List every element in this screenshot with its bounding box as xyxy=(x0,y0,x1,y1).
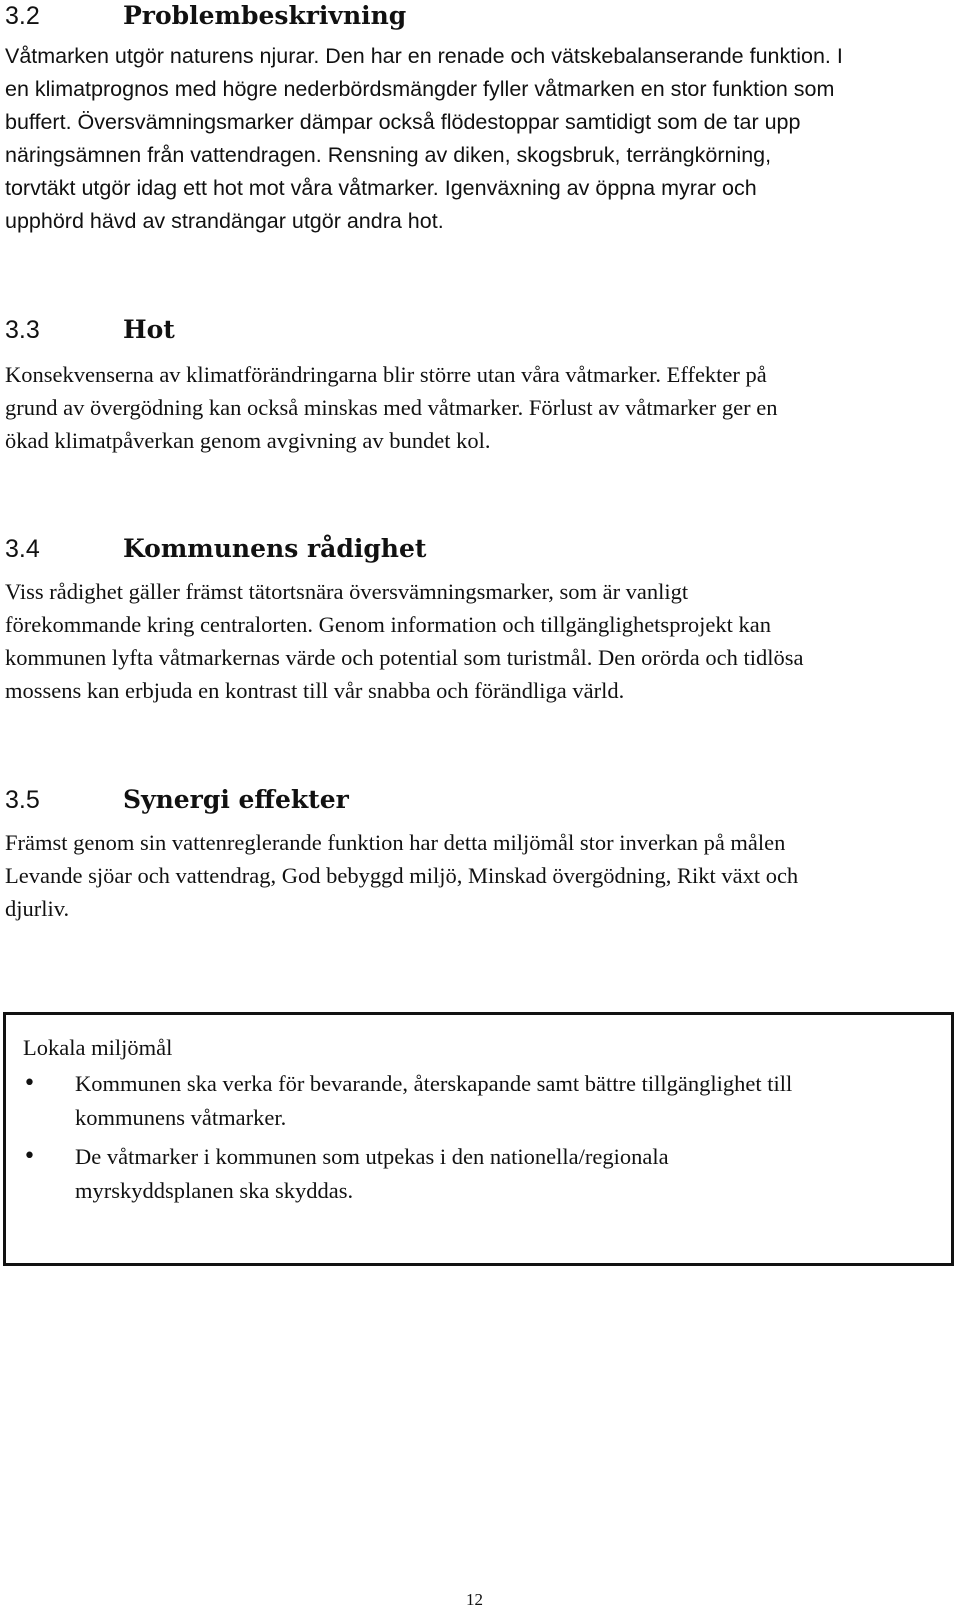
text-line: Våtmarken utgör naturens njurar. Den har en renade och vätskebalanserande funktion. I xyxy=(5,44,843,68)
text-line: Främst genom sin vattenreglerande funktion har detta miljömål stor inverkan på målen xyxy=(5,830,786,855)
text-line: grund av övergödning kan också minskas med våtmarker. Förlust av våtmarker ger en xyxy=(5,395,778,420)
text-line: Levande sjöar och vattendrag, God bebyggd miljö, Minskad övergödning, Rikt växt och xyxy=(5,863,799,888)
text-line: förekommande kring centralorten. Genom information och tillgänglighetsprojekt kan xyxy=(5,612,772,637)
section-body-problembeskrivning xyxy=(5,40,930,238)
text-line: en klimatprognos med högre nederbördsmängder fyller våtmarken en stor funktion som xyxy=(5,77,835,101)
text-line: kommunen lyfta våtmarkernas värde och potential som turistmål. Den orörda och tidlösa xyxy=(5,645,804,670)
section-body-synergi-effekter xyxy=(5,826,930,925)
section-title: Synergi effekter xyxy=(123,785,349,814)
local-goals-title: Lokala miljömål xyxy=(23,1035,173,1060)
text-line: Viss rådighet gäller främst tätortsnära översvämningsmarker, som är vanligt xyxy=(5,579,689,604)
section-number: 3.2 xyxy=(5,2,40,30)
section-number: 3.4 xyxy=(5,535,40,563)
section-body-hot xyxy=(5,358,930,457)
text-line: torvtäkt utgör idag ett hot mot våra våtmarker. Igenväxning av öppna myrar och xyxy=(5,176,757,200)
section-title: Problembeskrivning xyxy=(123,1,407,30)
bullet-icon: • xyxy=(23,1071,36,1096)
text-line: mossens kan erbjuda en kontrast till vår snabba och förändliga värld. xyxy=(5,678,625,703)
section-heading-hot xyxy=(5,314,175,346)
goal-text-line: myrskyddsplanen ska skyddas. xyxy=(75,1178,354,1203)
section-title: Hot xyxy=(123,315,175,344)
text-line: upphörd hävd av strandängar utgör andra hot. xyxy=(5,209,444,233)
local-goals-box xyxy=(3,1012,954,1266)
text-line: Konsekvenserna av klimatförändringarna blir större utan våra våtmarker. Effekter på xyxy=(5,362,767,387)
text-line: buffert. Översvämningsmarker dämpar också flödestoppar samtidigt som de tar upp xyxy=(5,110,801,134)
bullet-icon: • xyxy=(23,1144,36,1169)
section-heading-synergi-effekter xyxy=(5,784,349,816)
goal-text-line: De våtmarker i kommunen som utpekas i den nationella/regionala xyxy=(75,1144,669,1169)
section-title: Kommunens rådighet xyxy=(123,534,427,563)
section-body-kommunens-radighet xyxy=(5,575,930,707)
section-heading-problembeskrivning xyxy=(5,0,406,32)
section-heading-kommunens-radighet xyxy=(5,533,426,565)
text-line: ökad klimatpåverkan genom avgivning av bundet kol. xyxy=(5,428,491,453)
page-number: 12 xyxy=(466,1590,483,1609)
goal-text-line: Kommunen ska verka för bevarande, återskapande samt bättre tillgänglighet till xyxy=(75,1071,793,1096)
section-number: 3.5 xyxy=(5,786,40,814)
text-line: djurliv. xyxy=(5,896,70,921)
text-line: näringsämnen från vattendragen. Rensning av diken, skogsbruk, terrängkörning, xyxy=(5,143,772,167)
goal-text-line: kommunens våtmarker. xyxy=(75,1105,287,1130)
section-number: 3.3 xyxy=(5,316,40,344)
